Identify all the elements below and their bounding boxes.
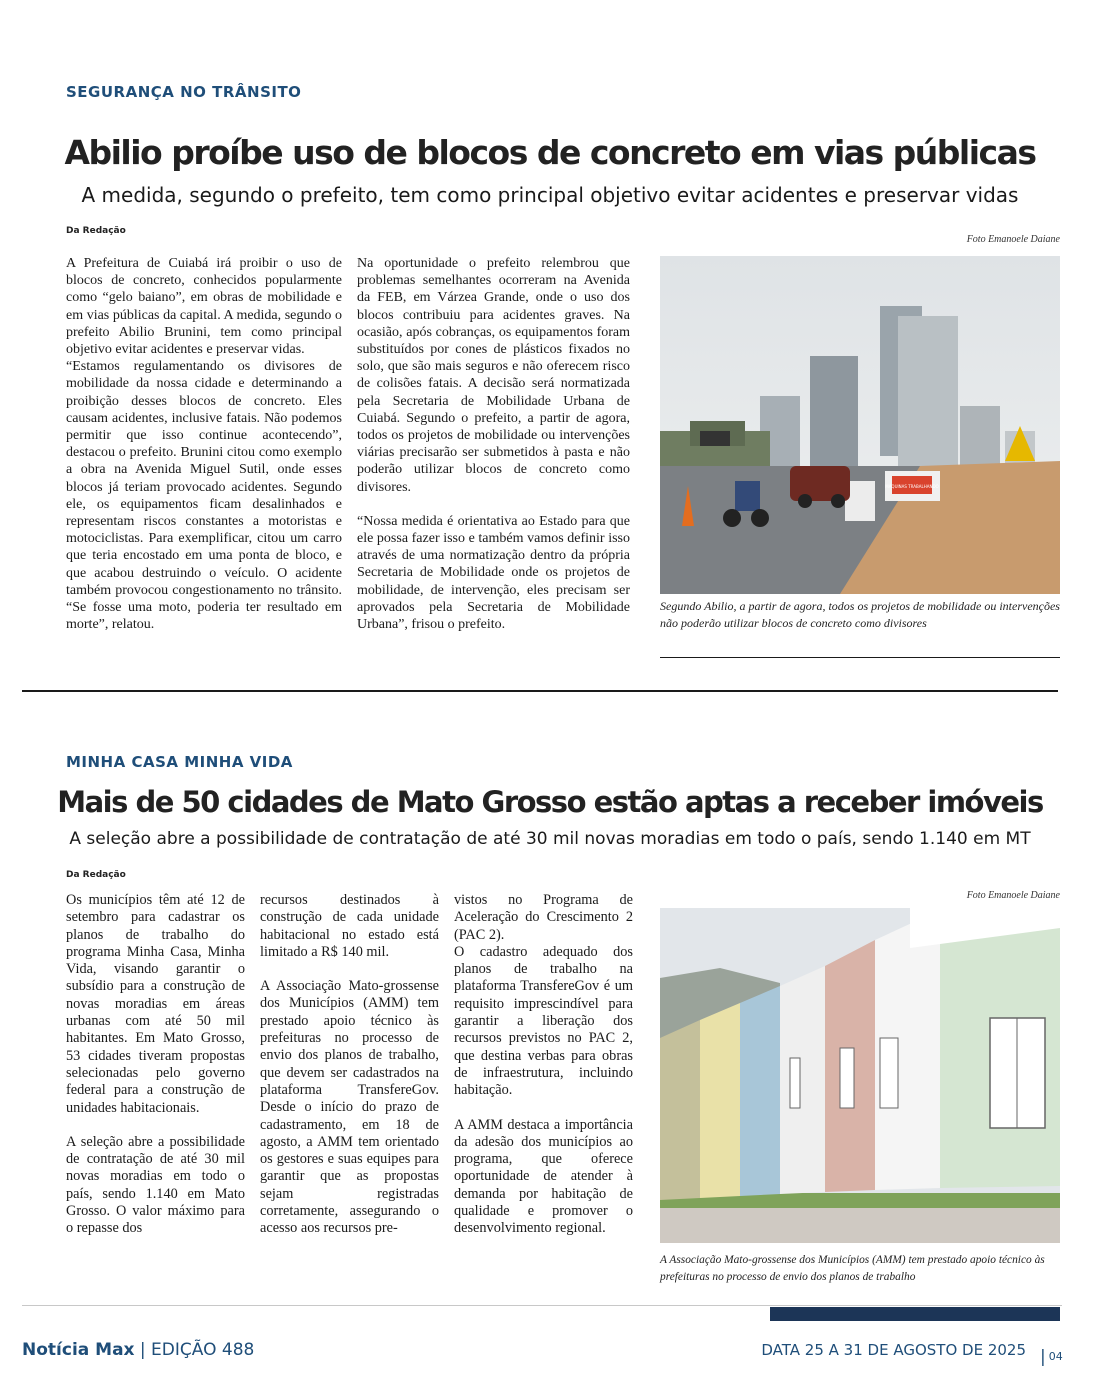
subheadline: A seleção abre a possibilidade de contratação de até 30 mil novas moradias em todo o país, sendo 1.140 em MT bbox=[69, 829, 1031, 849]
byline: Da Redação bbox=[66, 226, 126, 236]
subheadline: A medida, segundo o prefeito, tem como principal objetivo evitar acidentes e preservar vidas bbox=[81, 183, 1019, 207]
paragraph: Os municípios têm até 12 de setembro para cadastrar os planos de trabalho do programa Minha Casa, Minha Vida, visando garantir o subsídio para a construção de novas moradias em áreas urbanas com até 50 mil habitantes. Em Mato Grosso, 53 cidades tiveram propostas selecionadas pelo governo federal para a construção de unidades habitacionais. bbox=[66, 892, 245, 1116]
publication-name bbox=[22, 1340, 254, 1360]
article-column-1 bbox=[66, 255, 342, 633]
article-column-1 bbox=[66, 892, 245, 1238]
caption-rule bbox=[660, 657, 1060, 658]
houses-photo bbox=[660, 908, 1060, 1243]
photo-caption: Segundo Abilio, a partir de agora, todos os projetos de mobilidade ou intervenções não poderão utilizar blocos de concreto como divisores bbox=[660, 599, 1060, 630]
paragraph: A seleção abre a possibilidade de contratação de até 30 mil novas moradias em todo o país, sendo 1.140 em Mato Grosso. O valor máximo para o repasse dos bbox=[66, 1133, 245, 1237]
paragraph: “Estamos regulamentando os divisores de mobilidade da nossa cidade e determinando a proibição desses blocos de concreto. Eles causam acidentes, inclusive fatais. Não podemos permitir que isso continue acontecendo”, destacou o prefeito. Brunini citou como exemplo a obra na Avenida Miguel Sutil, onde esses blocos já teriam provocado acidentes. Segundo ele, os equipamentos ficam desalinhados e representam riscos constantes a motoristas e motociclistas. Para exemplificar, citou um carro que teria encostado em uma ponta de bloco, e que acabou destruindo o veículo. O acidente também provocou congestionamento no trânsito. “Se fosse uma moto, poderia ter resultado em morte”, relatou. bbox=[66, 359, 342, 633]
paragraph: A AMM destaca a importância da adesão dos municípios ao programa, que oferece oportunidade de atender à demanda por habitação de qualidade e promover o desenvolvimento regional. bbox=[454, 1116, 633, 1237]
paragraph: A Associação Mato-grossense dos Municípios (AMM) tem prestado apoio técnico às prefeituras no processo de envio dos planos de trabalho, que devem ser cadastrados na plataforma TransfereGov. Desde o início do prazo de cadastramento, em 18 de agosto, a AMM tem orientado os gestores e suas equipes para garantir que as propostas sejam registradas corretamente, assegurando o acesso aos recursos pre- bbox=[260, 978, 439, 1237]
brand-name: Notícia Max bbox=[22, 1340, 135, 1360]
section-label: SEGURANÇA NO TRÂNSITO bbox=[66, 83, 302, 101]
paragraph: A Prefeitura de Cuiabá irá proibir o uso de blocos de concreto, conhecidos popularmente como “gelo baiano”, em obras de mobilidade e em vias públicas da capital. A medida, segundo o prefeito Abilio Brunini, tem como principal objetivo evitar acidentes e preservar vidas. bbox=[66, 256, 342, 358]
paragraph: recursos destinados à construção de cada unidade habitacional no estado está limitado a R$ 140 mil. bbox=[260, 892, 439, 960]
page-number: | 04 bbox=[1040, 1345, 1063, 1365]
paragraph: vistos no Programa de Aceleração do Crescimento 2 (PAC 2). bbox=[454, 892, 633, 943]
article-column-2 bbox=[260, 892, 439, 1238]
section-label: MINHA CASA MINHA VIDA bbox=[66, 753, 293, 771]
photo-credit: Foto Emanoele Daiane bbox=[966, 234, 1060, 245]
byline: Da Redação bbox=[66, 870, 126, 880]
paragraph: “Nossa medida é orientativa ao Estado para que ele possa fazer isso e também vamos definir isso através de uma normatização dentro da própria Secretaria de Mobilidade onde os projetos de mobilidade, de intervenção, eles precisam ser aprovados pela Secretaria de Mobilidade Urbana”, frisou o prefeito. bbox=[357, 513, 630, 633]
photo-caption: A Associação Mato-grossense dos Municípios (AMM) tem prestado apoio técnico às prefeituras no processo de envio dos planos de trabalho bbox=[660, 1254, 1045, 1283]
paragraph: Na oportunidade o prefeito relembrou que problemas semelhantes ocorreram na Avenida da FEB, em Várzea Grande, onde o uso dos blocos contribuiu para acidentes graves. Na ocasião, após cobranças, os equipamentos foram substituídos por cones de plásticos fixados no solo, que são mais seguros e não oferecem risco de colisões fatais. A decisão será normatizada pela Secretaria de Mobilidade Urbana de Cuiabá. Segundo o prefeito, a partir de agora, todos os projetos de mobilidade ou intervenções viárias precisarão ser submetidos à pasta e não poderão utilizar blocos de concreto como divisores. bbox=[357, 256, 630, 495]
section-divider bbox=[22, 690, 1058, 692]
headline: Mais de 50 cidades de Mato Grosso estão aptas a receber imóveis bbox=[57, 785, 1043, 819]
headline: Abilio proíbe uso de blocos de concreto em vias públicas bbox=[64, 133, 1036, 172]
issue-date: DATA 25 A 31 DE AGOSTO DE 2025 bbox=[761, 1341, 1026, 1359]
road-sign-text: MÁQUINAS TRABALHANDO bbox=[885, 484, 939, 489]
footer-bar bbox=[770, 1307, 1060, 1321]
photo-credit: Foto Emanoele Daiane bbox=[966, 890, 1060, 901]
footer-rule bbox=[22, 1305, 1062, 1306]
paragraph: O cadastro adequado dos planos de trabalho na plataforma TransfereGov é um requisito imprescindível para garantir a liberação dos recursos previstos no PAC 2, que destina verbas para obras de infraestrutura, incluindo habitação. bbox=[454, 943, 633, 1099]
article-column-2 bbox=[357, 255, 630, 633]
traffic-photo bbox=[660, 256, 1060, 594]
edition-label: | EDIÇÃO 488 bbox=[134, 1340, 255, 1360]
article-column-3 bbox=[454, 892, 633, 1238]
